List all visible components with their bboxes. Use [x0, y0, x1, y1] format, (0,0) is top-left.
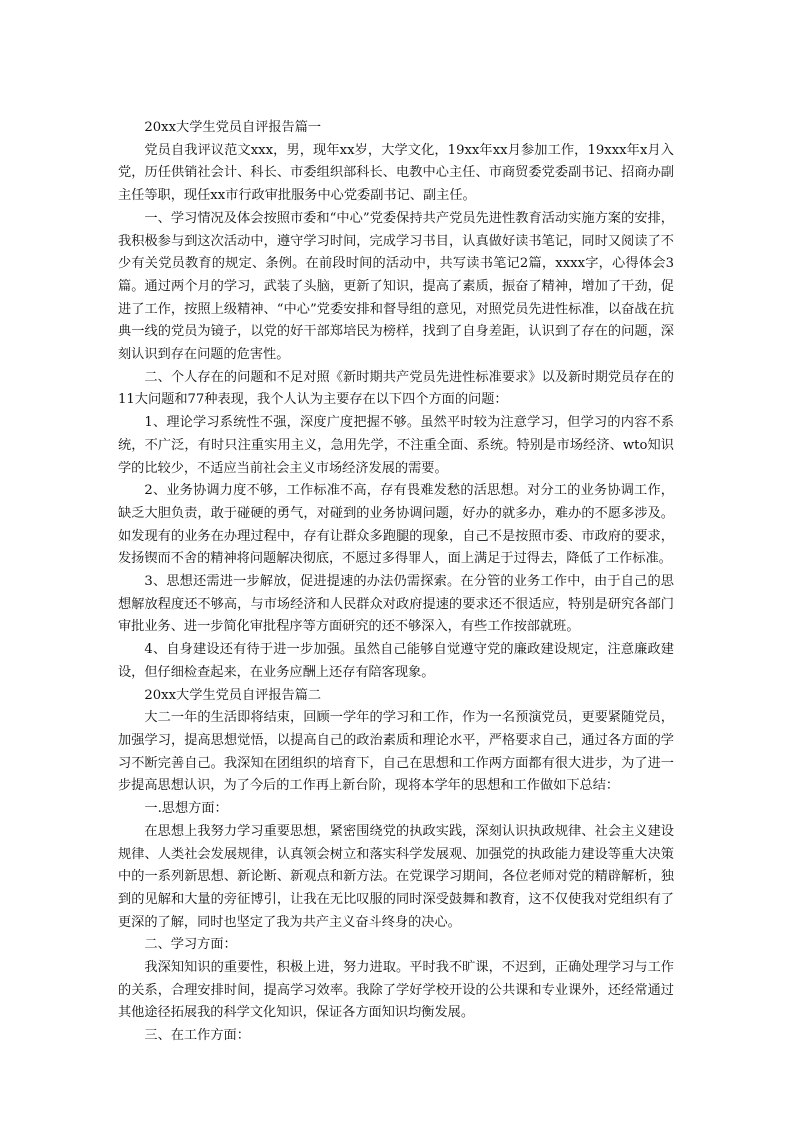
section-2-heading-thought: 一.思想方面：: [144, 801, 228, 817]
section-1-paragraph-7: 4、自身建设还有待于进一步加强。虽然自己能够自觉遵守党的廉政建设规定，注意廉政建设，但仔细检查起来，在业务应酬上还存有陪客现象。: [118, 642, 674, 680]
section-2-heading-study: 二、学习方面：: [144, 937, 237, 953]
section-1-paragraph-2: 一、学习情况及体会按照市委和“中心”党委保持共产党员先进性教育活动实施方案的安排，我积极参与到这次活动中，遵守学习时间，完成学习书目，认真做好读书笔记，同时又阅读了不少有关党员教育的规定、条例。在前段时间的活动中，共写读书笔记2篇，xxxx字，心得体会3篇。通过两个月的学习，武装了头脑，更新了知识，提高了素质，振奋了精神，增加了干劲，促进了工作，按照上级精神、“中心”党委安排和督导组的意见，对照党员先进性标准，以奋战在抗典一线的党员为镜子，以党的好干部郑培民为榜样，找到了自身差距，认识到了存在的问题，深刻认识到存在问题的危害性。: [118, 210, 674, 363]
section-1-paragraph-6: 3、思想还需进一步解放，促进提速的办法仍需探索。在分管的业务工作中，由于自己的思想解放程度还不够高，与市场经济和人民群众对政府提速的要求还不很适应，特别是研究各部门审批业务、进一步简化审批程序等方面研究的还不够深入，有些工作按部就班。: [118, 574, 674, 635]
section-1-paragraph-1: 党员自我评议范文xxx，男，现年xx岁，大学文化，19xx年xx月参加工作，19xxx年x月入党，历任供销社会计、科长、市委组织部科长、电教中心主任、市商贸委党委副书记、招商办副主任等职，现任xx市行政审批服务中心党委副书记、副主任。: [118, 142, 674, 204]
section-2-heading-work: 三、在工作方面：: [144, 1028, 250, 1044]
section-2-title: 20xx大学生党员自评报告篇二: [144, 687, 322, 703]
section-2-paragraph-study: 我深知知识的重要性，积极上进，努力进取。平时我不旷课，不迟到，正确处理学习与工作的关系，合理安排时间，提高学习效率。我除了学好学校开设的公共课和专业课外，还经常通过其他途径拓展我的科学文化知识，保证各方面知识均衡发展。: [118, 960, 674, 1021]
section-2-paragraph-thought: 在思想上我努力学习重要思想，紧密围绕党的执政实践，深刻认识执政规律、社会主义建设规律、人类社会发展规律，认真领会树立和落实科学发展观、加强党的执政能力建设等重大决策中的一系列新思想、新论断、新观点和新方法。在党课学习期间，各位老师对党的精辟解析，独到的见解和大量的旁征博引，让我在无比叹服的同时深受鼓舞和教育，这不仅使我对党组织有了更深的了解，同时也坚定了我为共产主义奋斗终身的决心。: [118, 823, 674, 930]
section-1-title: 20xx大学生党员自评报告篇一: [144, 120, 322, 135]
section-1-paragraph-4: 1、理论学习系统性不强，深度广度把握不够。虽然平时较为注意学习，但学习的内容不系统，不广泛，有时只注重实用主义，急用先学，不注重全面、系统。特别是市场经济、wto知识学的比较少，不适应当前社会主义市场经济发展的需要。: [118, 415, 674, 476]
section-1-paragraph-5: 2、业务协调力度不够，工作标准不高，存有畏难发愁的活思想。对分工的业务协调工作，缺乏大胆负责，敢于碰硬的勇气，对碰到的业务协调问题，好办的就多办，难办的不愿多涉及。如发现有的业务在办理过程中，存有让群众多跑腿的现象，自己不是按照市委、市政府的要求，发扬锲而不舍的精神将问题解决彻底，不愿过多得罪人，面上满足于过得去，降低了工作标准。: [118, 483, 674, 567]
document-page: [118, 117, 674, 1048]
section-2-paragraph-1: 大二一年的生活即将结束，回顾一学年的学习和工作，作为一名预演党员，更要紧随党员，加强学习，提高思想觉悟，以提高自己的政治素质和理论水平，严格要求自己，通过各方面的学习不断完善自己。我深知在团组织的培育下，自己在思想和工作两方面都有很大进步，为了进一步提高思想认识，为了今后的工作再上新台阶，现将本学年的思想和工作做如下总结：: [118, 710, 674, 794]
section-1-paragraph-3: 二、个人存在的问题和不足对照《新时期共产党员先进性标准要求》以及新时期党员存在的11大问题和77种表现，我个人认为主要存在以下四个方面的问题：: [118, 369, 674, 408]
